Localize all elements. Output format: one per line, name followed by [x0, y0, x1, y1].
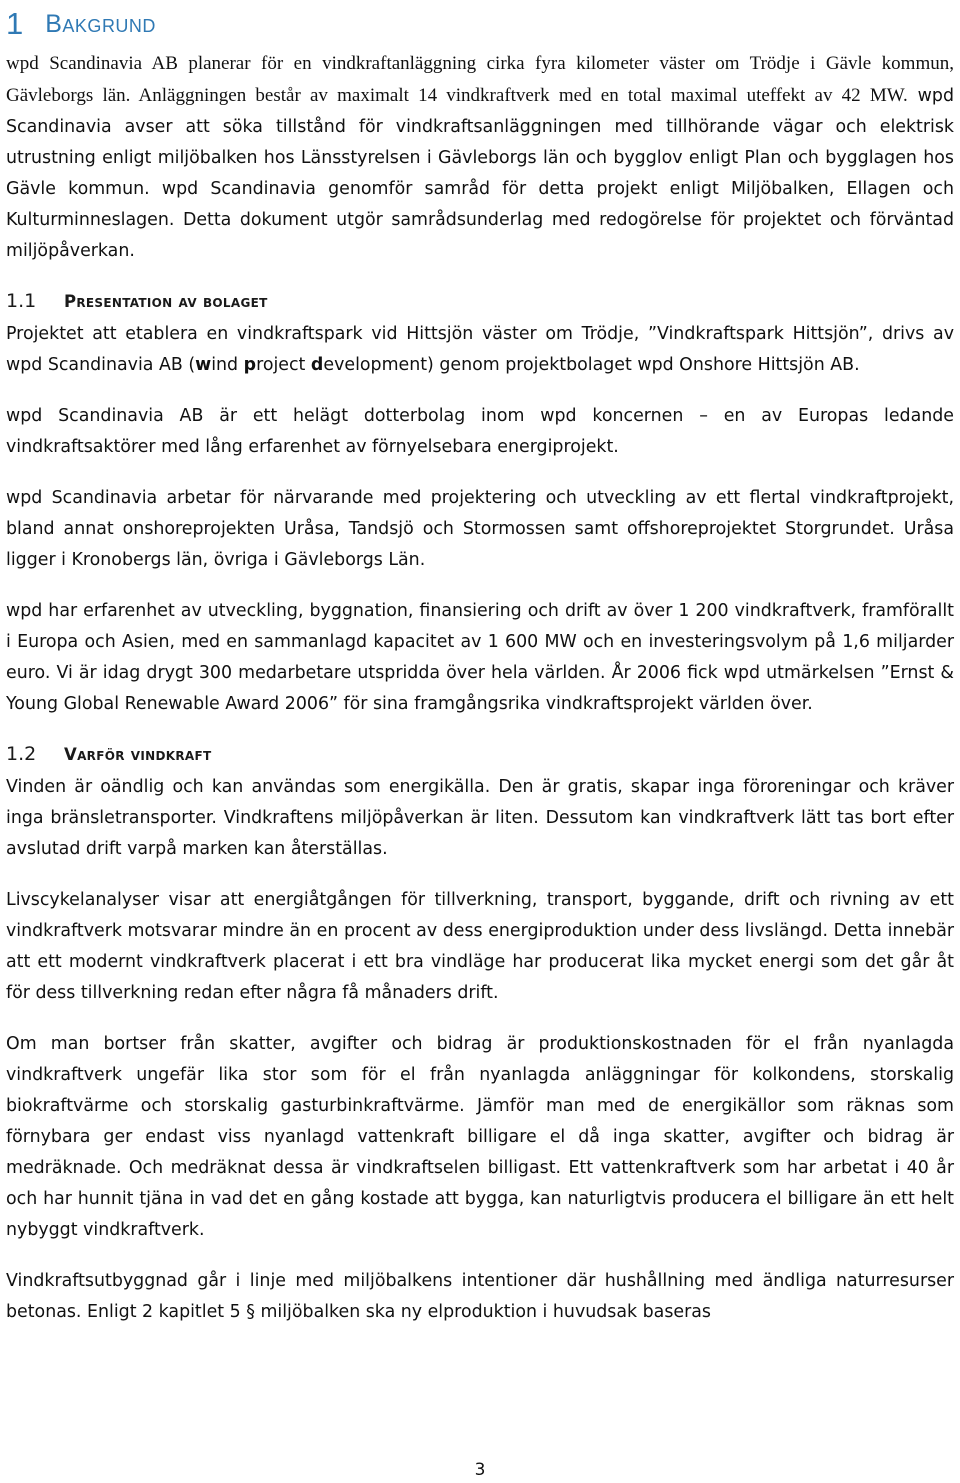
text-segment: roject: [256, 355, 311, 375]
vindkraft-paragraph-3: Om man bortser från skatter, avgifter och bidrag är produktionskostnaden för el från nyanlagda vindkraftverk ungefär lika stor som för el från nyanlagda anläggningar för kolkondens, storskalig biokraftvärme och storskalig gasturbinkraftvärme. Jämför man med de energikällor som räknas som förnybara ger endast viss nyanlagd vattenkraft billigare el då inga skatter, avgifter och bidrag är medräknade. Och medräknat dessa är vindkraftselen billigast. Ett vattenkraftverk som har arbetat i 40 år och har hunnit tjäna in vad det en gång kostade att bygga, kan naturligtvis producera el billigare än ett helt nybyggt vindkraftverk.: [6, 1034, 954, 1240]
heading-number: 1: [6, 6, 24, 41]
intro-part-1: wpd Scandinavia AB planerar för en vindkraftanläggning cirka fyra kilometer väster om Trödje i Gävle kommun, Gävleborgs län. Anläggningen består av maximalt 14 vindkraftverk med en total maximal uteffekt av 42 MW.: [6, 53, 954, 106]
page-number: 3: [474, 1460, 486, 1480]
text-segment: evelopment) genom projektbolaget wpd Onshore Hittsjön AB.: [323, 355, 860, 375]
document-page: [6, 0, 954, 1328]
bold-letter: w: [195, 355, 212, 375]
section-number: 1.2: [6, 743, 37, 765]
vindkraft-paragraph-1: Vinden är oändlig och kan användas som energikälla. Den är gratis, skapar inga föroreningar och kräver inga bränsletransporter. Vindkraftens miljöpåverkan är liten. Dessutom kan vindkraftverk lätt tas bort efter avslutad drift varpå marken kan återställas.: [6, 777, 954, 859]
heading-title: Bakgrund: [45, 9, 156, 38]
heading-bakgrund: [6, 0, 954, 48]
section-number: 1.1: [6, 290, 37, 312]
bold-letter: p: [243, 355, 257, 375]
presentation-paragraph-3: wpd Scandinavia arbetar för närvarande med projektering och utveckling av ett flertal vindkraftprojekt, bland annat onshoreprojekten Uråsa, Tandsjö och Stormossen samt offshoreprojektet Storgrundet. Uråsa ligger i Kronobergs län, övriga i Gävleborgs Län.: [6, 488, 954, 570]
bold-letter: d: [310, 355, 324, 375]
section-title: Varför vindkraft: [64, 744, 212, 764]
presentation-paragraph-1: [6, 319, 954, 381]
section-title: Presentation av bolaget: [64, 291, 268, 311]
vindkraft-paragraph-2: Livscykelanalyser visar att energiåtgången för tillverkning, transport, byggande, drift och rivning av ett vindkraftverk motsvarar mindre än en procent av dess energiproduktion under dess livslängd. Detta innebär att ett modernt vindkraftverk placerat i ett bra vindläge har producerat lika mycket energi som det går åt för dess tillverkning redan efter några få månaders drift.: [6, 890, 954, 1003]
intro-part-2: wpd Scandinavia avser att söka tillstånd för vindkraftsanläggningen med tillhörande vägar och elektrisk utrustning enligt miljöbalken hos Länsstyrelsen i Gävleborgs län och bygglov enligt Plan och bygglagen hos Gävle kommun. wpd Scandinavia genomför samråd för detta projekt enligt Miljöbalken, Ellagen och Kulturminneslagen. Detta dokument utgör samrådsunderlag med redogörelse för projektet och förväntad miljöpåverkan.: [6, 86, 954, 261]
heading-varfor-vindkraft: [6, 736, 954, 772]
intro-paragraph: [6, 48, 954, 267]
text-segment: ind: [211, 355, 244, 375]
text-segment: Projektet att etablera en vindkraftspark vid Hittsjön väster om Trödje, ”Vindkraftspark Hittsjön”, drivs av wpd Scandinavia AB (: [6, 324, 954, 375]
presentation-paragraph-2: wpd Scandinavia AB är ett helägt dotterbolag inom wpd koncernen – en av Europas ledande vindkraftsaktörer med lång erfarenhet av förnyelsebara energiprojekt.: [6, 406, 954, 457]
vindkraft-paragraph-4: Vindkraftsutbyggnad går i linje med miljöbalkens intentioner där hushållning med ändliga naturresurser betonas. Enligt 2 kapitlet 5 § miljöbalken ska ny elproduktion i huvudsak baseras: [6, 1271, 954, 1322]
heading-presentation: [6, 283, 954, 319]
presentation-paragraph-4: wpd har erfarenhet av utveckling, byggnation, finansiering och drift av över 1 200 vindkraftverk, framförallt i Europa och Asien, med en sammanlagd kapacitet av 1 600 MW och en investeringsvolym på 1,6 miljarder euro. Vi är idag drygt 300 medarbetare utspridda över hela världen. År 2006 fick wpd utmärkelsen ”Ernst & Young Global Renewable Award 2006” för sina framgångsrika vindkraftsprojekt världen över.: [6, 601, 954, 714]
